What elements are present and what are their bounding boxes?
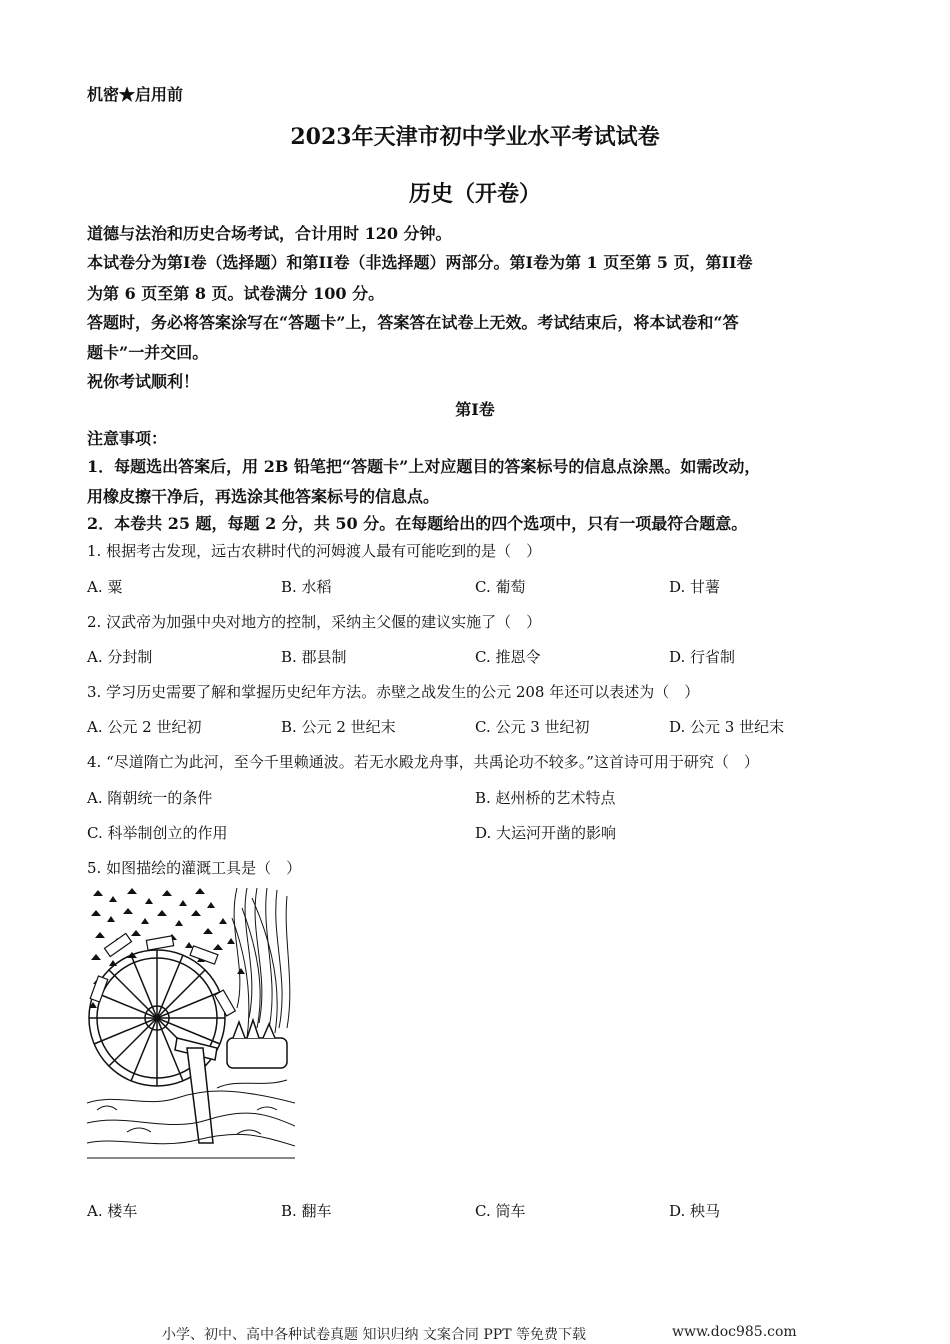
question-4-option-d: D. 大运河开凿的影响 <box>475 824 617 842</box>
question-1-option-a: A. 粟 <box>87 578 123 596</box>
question-4-option-b: B. 赵州桥的艺术特点 <box>475 789 616 807</box>
question-1-option-b: B. 水稻 <box>281 578 332 596</box>
section-title: 第I卷 <box>455 400 495 419</box>
water-wheel-illustration <box>87 888 295 1163</box>
question-5-option-a: A. 楼车 <box>87 1202 138 1220</box>
exam-title: 2023年天津市初中学业水平考试试卷 <box>290 124 660 150</box>
question-4-option-c: C. 科举制创立的作用 <box>87 824 228 842</box>
intro-line-3: 为第 6 页至第 8 页。试卷满分 100 分。 <box>87 284 385 303</box>
question-1-option-c: C. 葡萄 <box>475 578 526 596</box>
question-2-option-c: C. 推恩令 <box>475 648 541 666</box>
note-2: 2．本卷共 25 题，每题 2 分，共 50 分。在每题给出的四个选项中，只有一项最符合题意。 <box>87 514 748 533</box>
question-1-stem: 1. 根据考古发现，远古农耕时代的河姆渡人最有可能吃到的是（ ） <box>87 542 542 560</box>
question-4-stem: 4. “尽道隋亡为此河，至今千里赖通波。若无水殿龙舟事，共禹论功不较多。”这首诗可用于研究（ ） <box>87 753 759 771</box>
question-4-option-a: A. 隋朝统一的条件 <box>87 789 213 807</box>
footer-url[interactable]: www.doc985.com <box>672 1324 797 1340</box>
question-5-option-d: D. 秧马 <box>669 1202 721 1220</box>
confidential-label: 机密★启用前 <box>87 85 184 104</box>
question-2-option-a: A. 分封制 <box>87 648 153 666</box>
intro-line-6: 祝你考试顺利！ <box>87 372 200 391</box>
question-3-stem: 3. 学习历史需要了解和掌握历史纪年方法。赤壁之战发生的公元 208 年还可以表述为（ ） <box>87 683 700 701</box>
question-5-stem: 5. 如图描绘的灌溉工具是（ ） <box>87 859 302 877</box>
footer-text: 小学、初中、高中各种试卷真题 知识归纳 文案合同 PPT 等免费下载 <box>162 1327 586 1343</box>
note-1-line-1: 1．每题选出答案后，用 2B 铅笔把“答题卡”上对应题目的答案标号的信息点涂黑。如需改动， <box>87 457 761 476</box>
intro-line-1: 道德与法治和历史合场考试，合计用时 120 分钟。 <box>87 224 452 243</box>
question-2-stem: 2. 汉武帝为加强中央对地方的控制，采纳主父偃的建议实施了（ ） <box>87 613 542 631</box>
intro-line-2: 本试卷分为第I卷（选择题）和第II卷（非选择题）两部分。第I卷为第 1 页至第 5 页，第II卷 <box>87 253 753 272</box>
question-3-option-d: D. 公元 3 世纪末 <box>669 718 785 736</box>
question-5-option-c: C. 筒车 <box>475 1202 526 1220</box>
note-1-line-2: 用橡皮擦干净后，再选涂其他答案标号的信息点。 <box>87 487 440 506</box>
notes-heading: 注意事项： <box>87 429 168 448</box>
intro-line-4: 答题时，务必将答案涂写在“答题卡”上，答案答在试卷上无效。考试结束后，将本试卷和“答 <box>87 313 739 332</box>
question-3-option-a: A. 公元 2 世纪初 <box>87 718 202 736</box>
question-2-option-d: D. 行省制 <box>669 648 736 666</box>
question-1-option-d: D. 甘薯 <box>669 578 721 596</box>
question-3-option-c: C. 公元 3 世纪初 <box>475 718 590 736</box>
exam-subtitle: 历史（开卷） <box>408 181 541 207</box>
intro-line-5: 题卡”一并交回。 <box>87 343 209 362</box>
question-5-option-b: B. 翻车 <box>281 1202 332 1220</box>
question-3-option-b: B. 公元 2 世纪末 <box>281 718 396 736</box>
question-2-option-b: B. 郡县制 <box>281 648 347 666</box>
